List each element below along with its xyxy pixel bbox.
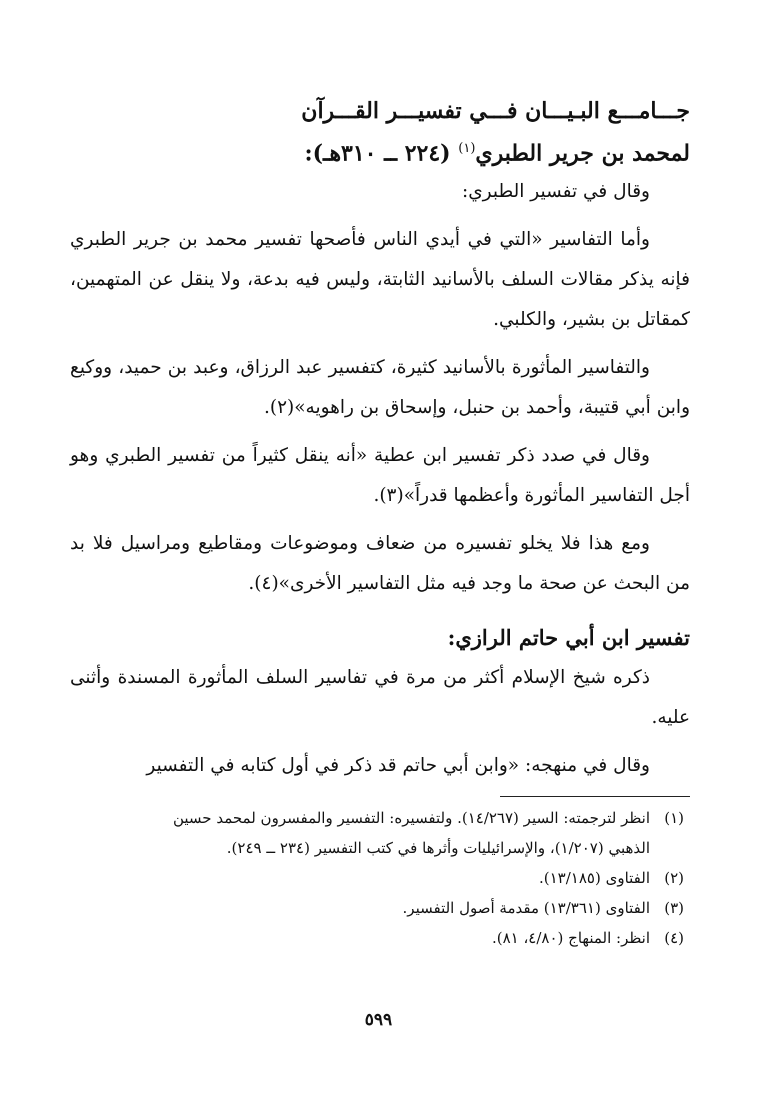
book-author: [70, 130, 690, 172]
author-name: لمحمد بن جرير الطبري: [475, 140, 690, 167]
paragraph: وأما التفاسير «التي في أيدي الناس فأصحها تفسير محمد بن جرير الطبري فإنه يذكر مقالات السلف بالأسانيد الثابتة، وليس فيه بدعة، ولا ينقل عن المتهمين، كمقاتل بن بشير، والكلبي.: [70, 229, 690, 331]
footnote-ref-1[interactable]: (١): [458, 141, 476, 156]
footnote: [70, 803, 690, 833]
footnote: [70, 863, 690, 893]
section-title: تفسير ابن أبي حاتم الرازي:: [447, 625, 690, 651]
footnote-continuation: [70, 833, 690, 863]
footnote-divider: [500, 796, 690, 797]
footnote-number: (٣): [664, 899, 684, 918]
author-dates: (٢٢٤ ــ ٣١٠هـ):: [304, 140, 459, 167]
footnote-text: الفتاوى (١٣/٣٦١) مقدمة أصول التفسير.: [402, 899, 650, 918]
paragraph: والتفاسير المأثورة بالأسانيد كثيرة، كتفسير عبد الرزاق، وعبد بن حميد، ووكيع وابن أبي قتيبة، وأحمد بن حنبل، وإسحاق بن راهويه»(٢).: [70, 357, 690, 419]
paragraph: وقال في صدد ذكر تفسير ابن عطية «أنه ينقل كثيراً من تفسير الطبري وهو أجل التفاسير المأثورة وأعظمها قدراً»(٣).: [70, 445, 690, 507]
footnote: [70, 923, 690, 953]
footnote-number: (١): [664, 809, 684, 828]
footnote-number: (٢): [664, 869, 684, 888]
page-body: [70, 92, 690, 953]
paragraph: ومع هذا فلا يخلو تفسيره من ضعاف وموضوعات ومقاطيع ومراسيل فلا بد من البحث عن صحة ما وجد فيه مثل التفاسير الأخرى»(٤).: [70, 533, 690, 595]
footnote: [70, 893, 690, 923]
footnote-text: انظر: المنهاج (٤/٨٠، ٨١).: [491, 929, 650, 948]
page-number: ٥٩٩: [364, 1010, 393, 1030]
footnote-number: (٤): [664, 929, 684, 948]
paragraph: وقال في تفسير الطبري:: [461, 181, 650, 203]
paragraph: وقال في منهجه: «وابن أبي حاتم قد ذكر في أول كتابه في التفسير: [146, 755, 650, 777]
footnote-text: الذهبي (١/٢٠٧)، والإسرائيليات وأثرها في كتب التفسير (٢٣٤ ــ ٢٤٩).: [226, 839, 650, 858]
book-title: جـــامـــع البـيـــان فـــي تفسيـــر القـــرآن: [301, 98, 690, 124]
footnote-text: انظر لترجمته: السير (١٤/٢٦٧). ولتفسيره: التفسير والمفسرون لمحمد حسين: [172, 809, 650, 828]
footnote-text: الفتاوى (١٣/١٨٥).: [539, 869, 650, 888]
paragraph: ذكره شيخ الإسلام أكثر من مرة في تفاسير السلف المأثورة المسندة وأثنى عليه.: [70, 667, 690, 729]
